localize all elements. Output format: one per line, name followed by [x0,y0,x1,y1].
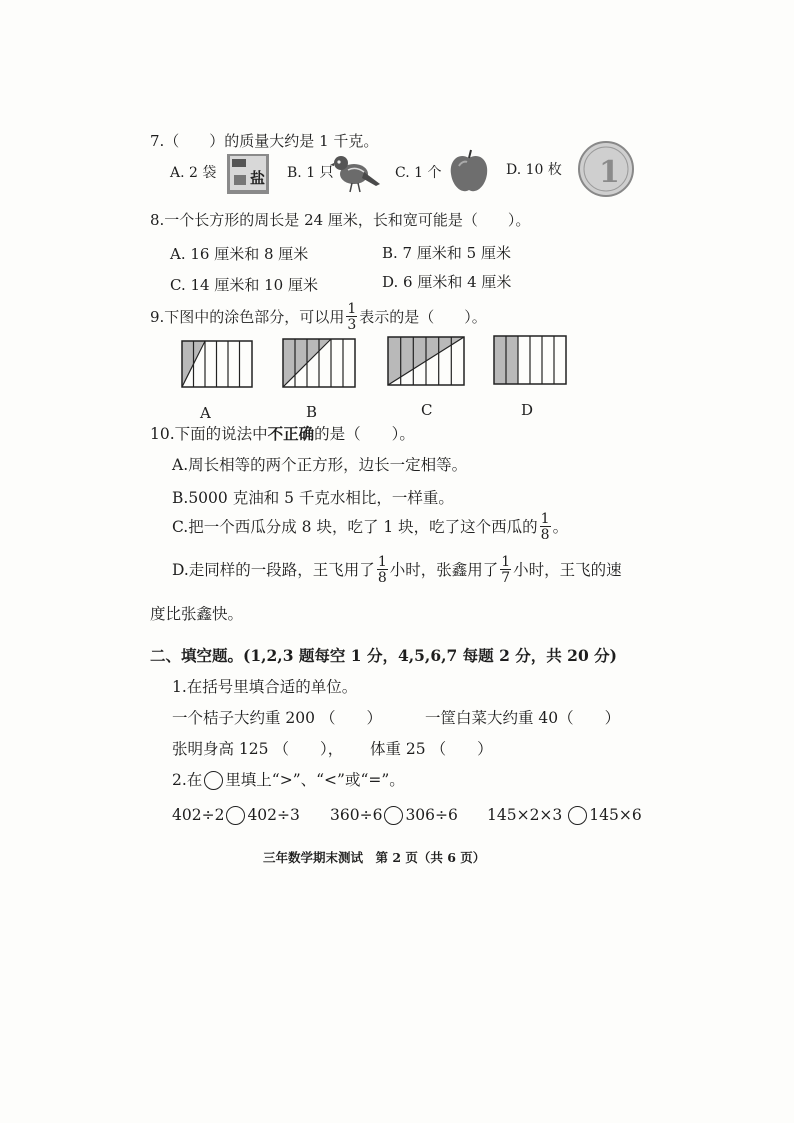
q10-option-d-fraction-2 [500,555,511,585]
q9-label-a: A [200,404,211,422]
q8-option-b: B. 7 厘米和 5 厘米 [382,244,511,262]
apple-icon [449,148,489,194]
section2-q2-post: 里填上“>”、“<”或“=”。 [225,771,405,789]
compare-item-3 [487,804,642,826]
q9-fraction-denominator: 3 [347,317,357,333]
q8-stem: 8.一个长方形的周长是 24 厘米，长和宽可能是（ ）。 [150,211,531,229]
q10-option-d-denominator-1: 8 [377,570,387,586]
q9-figure-a [181,340,253,388]
q8-option-a: A. 16 厘米和 8 厘米 [170,245,309,263]
q9-stem-pre: 9.下图中的涂色部分，可以用 [150,308,345,326]
q10-option-d-fraction-1 [377,555,388,585]
section2-q1: 1.在括号里填合适的单位。 [172,678,358,696]
section2-q1-item-3: 张明身高 125 （ ）， [172,740,344,758]
q10-option-c-post: 。 [552,518,569,536]
compare-1-circle[interactable] [226,806,245,825]
q10-option-d-numerator-1: 1 [377,554,387,570]
compare-3-right: 145×6 [589,806,642,824]
coin-text: 1 [599,155,620,190]
compare-item-2 [330,804,458,826]
section2-q1-item-2: 一筐白菜大约重 40（ ） [425,709,621,727]
q9-label-c: C [421,401,433,419]
q7-option-a: A. 2 袋 [170,165,217,181]
section2-q2 [172,769,405,791]
q9-stem [150,302,487,332]
q9-fraction [346,302,357,332]
q9-figure-c [387,336,465,386]
compare-3-circle[interactable] [568,806,587,825]
q10-stem-bold: 不正确 [267,424,315,443]
q10-option-c-fraction [540,512,551,542]
q9-stem-post: 表示的是（ ）。 [359,308,487,326]
q10-option-d-denominator-2: 7 [501,570,511,586]
page-footer: 三年数学期末测试 第 2 页（共 6 页） [263,850,486,865]
q10-stem-pre: 10.下面的说法中 [150,425,268,443]
section2-q1-item-4: 体重 25 （ ） [370,740,493,758]
q7-option-b: B. 1 只 [287,165,334,181]
section2-q2-pre: 2.在 [172,771,203,789]
q10-option-d-line2: 度比张鑫快。 [150,605,244,623]
q10-option-d-numerator-2: 1 [501,554,511,570]
q10-option-c [172,512,568,542]
q10-stem-post: 的是（ ）。 [314,425,415,443]
compare-3-left: 145×2×3 [487,806,563,824]
q10-stem [150,423,415,445]
q8-option-c: C. 14 厘米和 10 厘米 [170,276,318,294]
q9-fraction-numerator: 1 [347,301,357,317]
q7-option-d: D. 10 枚 [506,162,562,178]
compare-1-left: 402÷2 [172,806,225,824]
q10-option-d-pre: D.走同样的一段路，王飞用了 [172,561,375,579]
q10-option-c-numerator: 1 [540,511,550,527]
q8-option-d: D. 6 厘米和 4 厘米 [382,273,512,291]
salt-bag-text: 盐 [250,169,266,187]
salt-bag-icon [226,153,270,195]
q10-option-d-mid: 小时，张鑫用了 [389,561,499,579]
section2-title: 二、填空题。(1,2,3 题每空 1 分，4,5,6,7 每题 2 分，共 20 分) [150,646,617,665]
q7-option-c: C. 1 个 [395,165,442,181]
q10-option-b: B.5000 克油和 5 千克水相比，一样重。 [172,489,454,507]
q9-figure-b [282,338,356,388]
q9-figure-d [493,335,567,385]
compare-2-left: 360÷6 [330,806,383,824]
q7-stem: 7.（ ）的质量大约是 1 千克。 [150,132,379,150]
q10-option-d [172,555,622,585]
answer-circle [204,771,223,790]
compare-1-right: 402÷3 [247,806,300,824]
q10-option-c-denominator: 8 [540,527,550,543]
q10-option-c-pre: C.把一个西瓜分成 8 块，吃了 1 块，吃了这个西瓜的 [172,518,538,536]
q9-label-d: D [521,401,534,419]
coin-icon [577,140,635,198]
compare-2-right: 306÷6 [405,806,458,824]
compare-2-circle[interactable] [384,806,403,825]
q9-label-b: B [306,403,318,421]
compare-item-1 [172,804,300,826]
q10-option-a: A.周长相等的两个正方形，边长一定相等。 [172,456,468,474]
section2-q1-item-1: 一个桔子大约重 200 （ ） [172,709,382,727]
bird-icon [330,150,382,194]
q10-option-d-post: 小时，王飞的速 [513,561,622,579]
